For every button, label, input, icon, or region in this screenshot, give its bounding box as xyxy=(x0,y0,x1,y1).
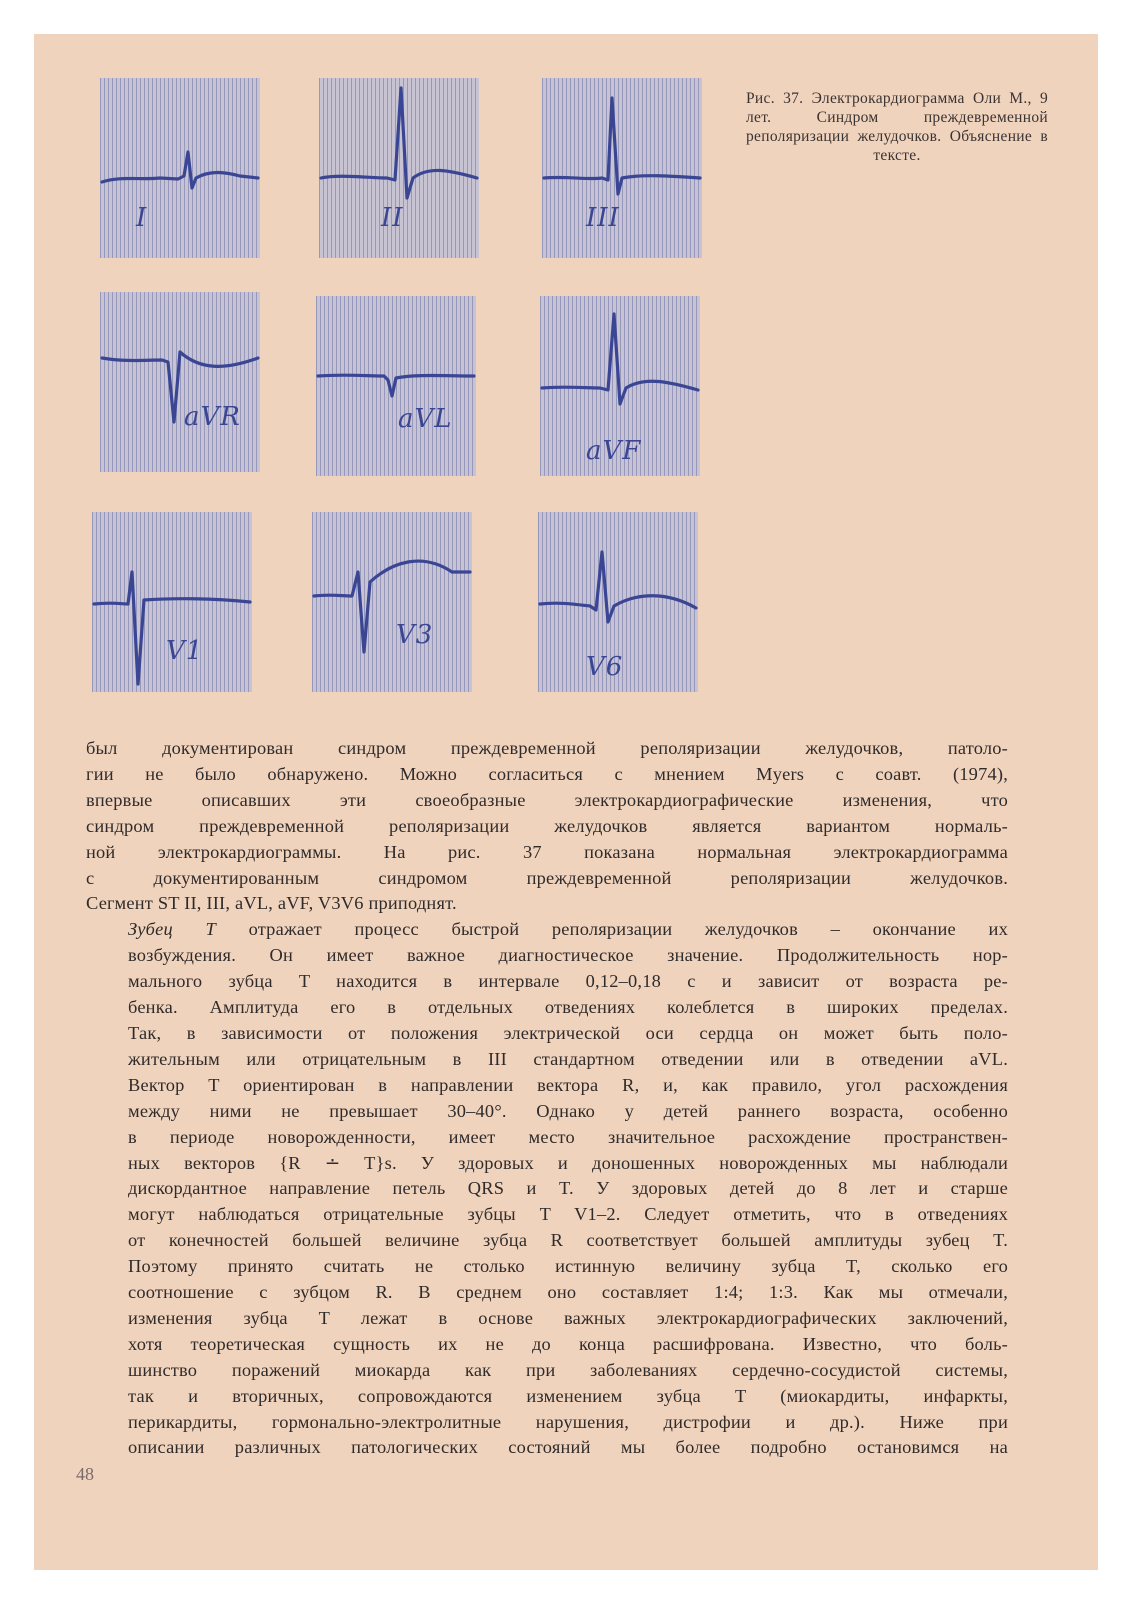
ecg-trace-I xyxy=(100,78,260,258)
text-line: между ними не превышает 30–40°. Однако у детей раннего возраста, особенно xyxy=(128,1100,1008,1121)
lead-label-III: III xyxy=(586,203,620,233)
page-number: 48 xyxy=(76,1464,94,1484)
body-text xyxy=(86,736,1008,1461)
text-line: Так, в зависимости от положения электрической оси сердца он может быть поло- xyxy=(128,1022,1008,1043)
text-line: соотношение с зубцом R. В среднем оно составляет 1:4; 1:3. Как мы отмечали, xyxy=(128,1282,1008,1303)
text-line: так и вторичных, сопровождаются изменением зубца T (миокардиты, инфаркты, xyxy=(128,1385,1008,1406)
text-line: возбуждения. Он имеет важное диагностическое значение. Продолжительность нор- xyxy=(128,945,1008,966)
text-line-first xyxy=(86,917,1008,943)
text-line: Поэтому принято считать не столько истинную величину зубца T, сколько его xyxy=(128,1256,1008,1277)
ecg-trace-aVR xyxy=(100,292,260,472)
text-line: Сегмент ST II, III, aVL, aVF, V3V6 приподнят. xyxy=(86,893,457,914)
text-line: Вектор T ориентирован в направлении вектора R, и, как правило, угол расхождения xyxy=(128,1074,1008,1095)
text-line: изменения зубца T лежат в основе важных электрокардиографических заключений, xyxy=(128,1307,1008,1328)
ecg-trace-III xyxy=(542,78,702,258)
ecg-panel-lead-aVF xyxy=(540,296,700,476)
paragraph-2 xyxy=(86,917,1008,1461)
text-line: отражает процесс быстрой реполяризации желудочков – окончание их xyxy=(215,919,1008,940)
text-line: гии не было обнаружено. Можно согласиться с мнением Myers с соавт. (1974), xyxy=(86,763,1008,784)
text-line: был документирован синдром преждевременной реполяризации желудочков, патоло- xyxy=(86,738,1008,758)
lead-label-aVR: aVR xyxy=(184,402,241,432)
text-line: могут наблюдаться отрицательные зубцы T V1–2. Следует отметить, что в отведениях xyxy=(128,1204,1008,1225)
lead-label-aVL: aVL xyxy=(398,404,453,434)
ecg-panel-lead-III xyxy=(542,78,702,258)
text-line: ной электрокардиограммы. На рис. 37 показана нормальная электрокардиограмма xyxy=(86,841,1008,862)
lead-label-aVF: aVF xyxy=(586,436,642,466)
text-line: описании различных патологических состояний мы более подробно остановимся на xyxy=(128,1437,1008,1458)
ecg-panel-lead-V6 xyxy=(538,512,698,692)
text-line: с документированным синдромом преждевременной реполяризации желудочков. xyxy=(86,867,1008,888)
ecg-panel-lead-V1 xyxy=(92,512,252,692)
text-line: мального зубца T находится в интервале 0,12–0,18 с и зависит от возраста ре- xyxy=(128,971,1008,992)
ecg-panel-lead-I xyxy=(100,78,260,258)
text-line: дискордантное направление петель QRS и T. У здоровых детей до 8 лет и старше xyxy=(128,1178,1008,1199)
text-line: синдром преждевременной реполяризации желудочков является вариантом нормаль- xyxy=(86,815,1008,836)
book-page xyxy=(34,34,1098,1570)
ecg-panel-lead-aVR xyxy=(100,292,260,472)
ecg-trace-aVL xyxy=(316,296,476,476)
text-line: бенка. Амплитуда его в отдельных отведениях колеблется в широких пределах. xyxy=(128,997,1008,1018)
paragraph-1 xyxy=(86,736,1008,917)
text-line: ных векторов {R ∸ T}s. У здоровых и доношенных новорожденных мы наблюдали xyxy=(128,1152,1008,1173)
text-line: хотя теоретическая сущность их не до конца расшифрована. Известно, что боль- xyxy=(128,1333,1008,1354)
text-line: от конечностей большей величине зубца R соответствует большей амплитуды зубец T. xyxy=(128,1230,1008,1251)
ecg-panel-lead-V3 xyxy=(312,512,472,692)
term-t-wave: Зубец T xyxy=(128,919,216,940)
text-line: в периоде новорожденности, имеет место значительное расхождение пространствен- xyxy=(128,1126,1008,1147)
lead-label-V1: V1 xyxy=(166,636,204,666)
text-line: жительным или отрицательным в III стандартном отведении или в отведении aVL. xyxy=(128,1048,1008,1069)
text-line: шинство поражений миокарда как при заболеваниях сердечно-сосудистой системы, xyxy=(128,1359,1008,1380)
ecg-panel-lead-aVL xyxy=(316,296,476,476)
lead-label-V3: V3 xyxy=(396,620,434,650)
text-line: перикардиты, гормонально-электролитные нарушения, дистрофии и др.). Ниже при xyxy=(128,1411,1008,1432)
text-line: впервые описавших эти своеобразные электрокардиографические изменения, что xyxy=(86,789,1008,810)
lead-label-I: I xyxy=(136,203,148,233)
figure-caption: Рис. 37. Электрокардиограмма Оли М., 9 лет. Синдром преждевременной реполяризации желудочков. Объяснение в тексте. xyxy=(746,90,1048,164)
lead-label-V6: V6 xyxy=(586,652,624,682)
lead-label-II: II xyxy=(381,203,404,233)
ecg-trace-V3 xyxy=(312,512,472,692)
ecg-panel-lead-II xyxy=(319,78,479,258)
